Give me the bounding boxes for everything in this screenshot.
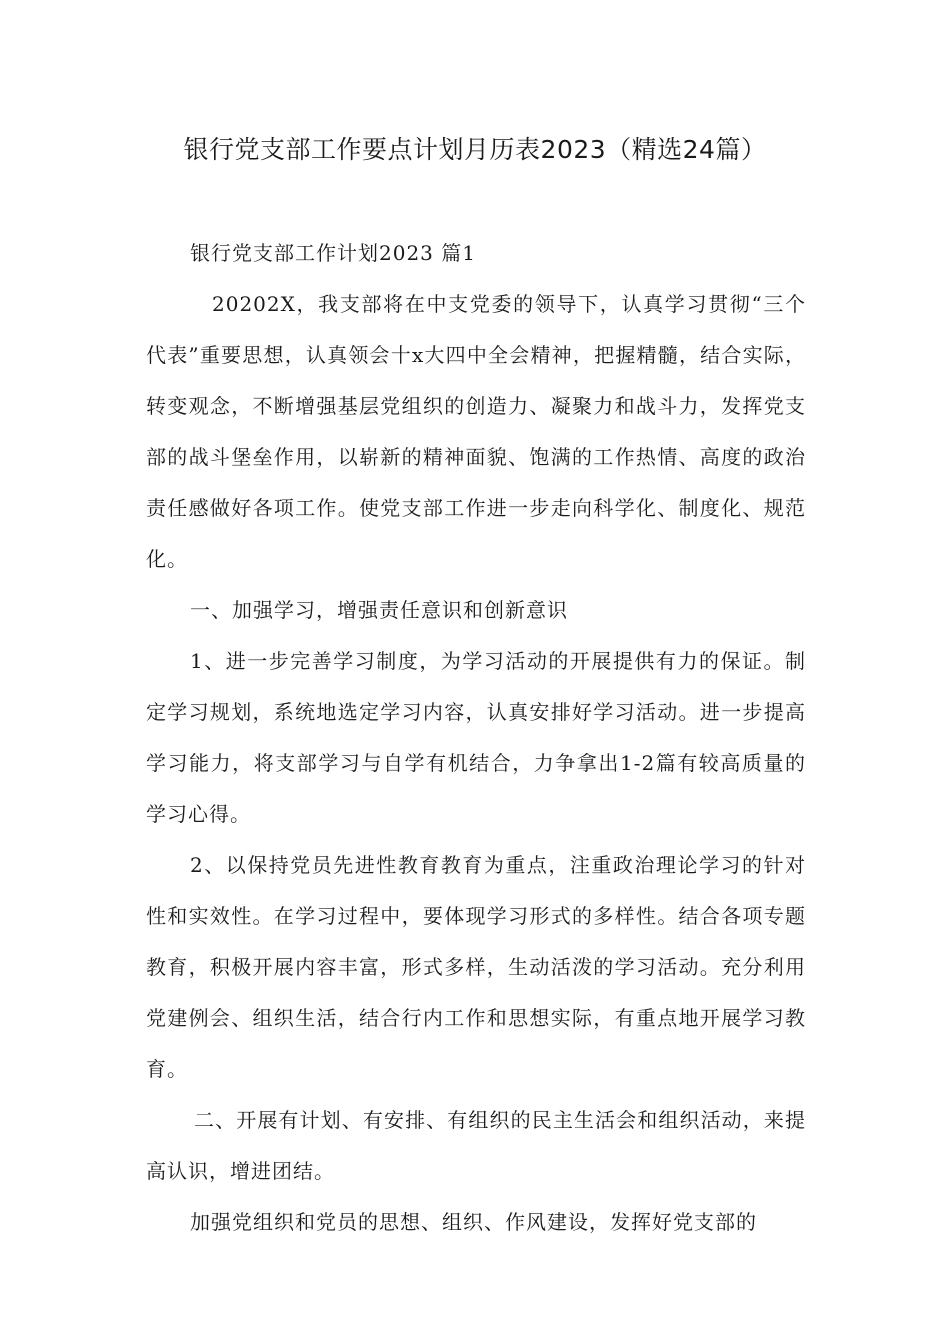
paragraph-intro: 20202X，我支部将在中支党委的领导下，认真学习贯彻“三个代表”重要思想，认真领会十x大四中全会精神，把握精髓，结合实际，转变观念，不断增强基层党组织的创造力、凝聚力和战斗力，发挥党支部的战斗堡垒作用，以崭新的精神面貌、饱满的工作热情、高度的政治责任感做好各项工作。使党支部工作进一步走向科学化、制度化、规范化。 (146, 292, 806, 571)
document-title: 银行党支部工作要点计划月历表2023（精选24篇） (183, 135, 767, 164)
section-heading-2: 二、开展有计划、有安排、有组织的民主生活会和组织活动，来提高认识，增进团结。 (146, 1108, 806, 1183)
paragraph-advanced-education: 2、以保持党员先进性教育教育为重点，注重政治理论学习的针对性和实效性。在学习过程中，要体现学习形式的多样性。结合各项专题教育，积极开展内容丰富，形式多样，生动活泼的学习活动。充分利用党建例会、组织生活，结合行内工作和思想实际，有重点地开展学习教育。 (146, 853, 806, 1081)
paragraph-study-system: 1、进一步完善学习制度，为学习活动的开展提供有力的保证。制定学习规划，系统地选定学习内容，认真安排好学习活动。进一步提高学习能力，将支部学习与自学有机结合，力争拿出1-2篇有较高质量的学习心得。 (146, 649, 806, 826)
paragraph-party-building: 加强党组织和党员的思想、组织、作风建设，发挥好党支部的 (190, 1210, 757, 1234)
article-heading: 银行党支部工作计划2023 篇1 (190, 241, 476, 265)
document-body (146, 228, 806, 1248)
section-heading-1: 一、加强学习，增强责任意识和创新意识 (190, 598, 568, 622)
